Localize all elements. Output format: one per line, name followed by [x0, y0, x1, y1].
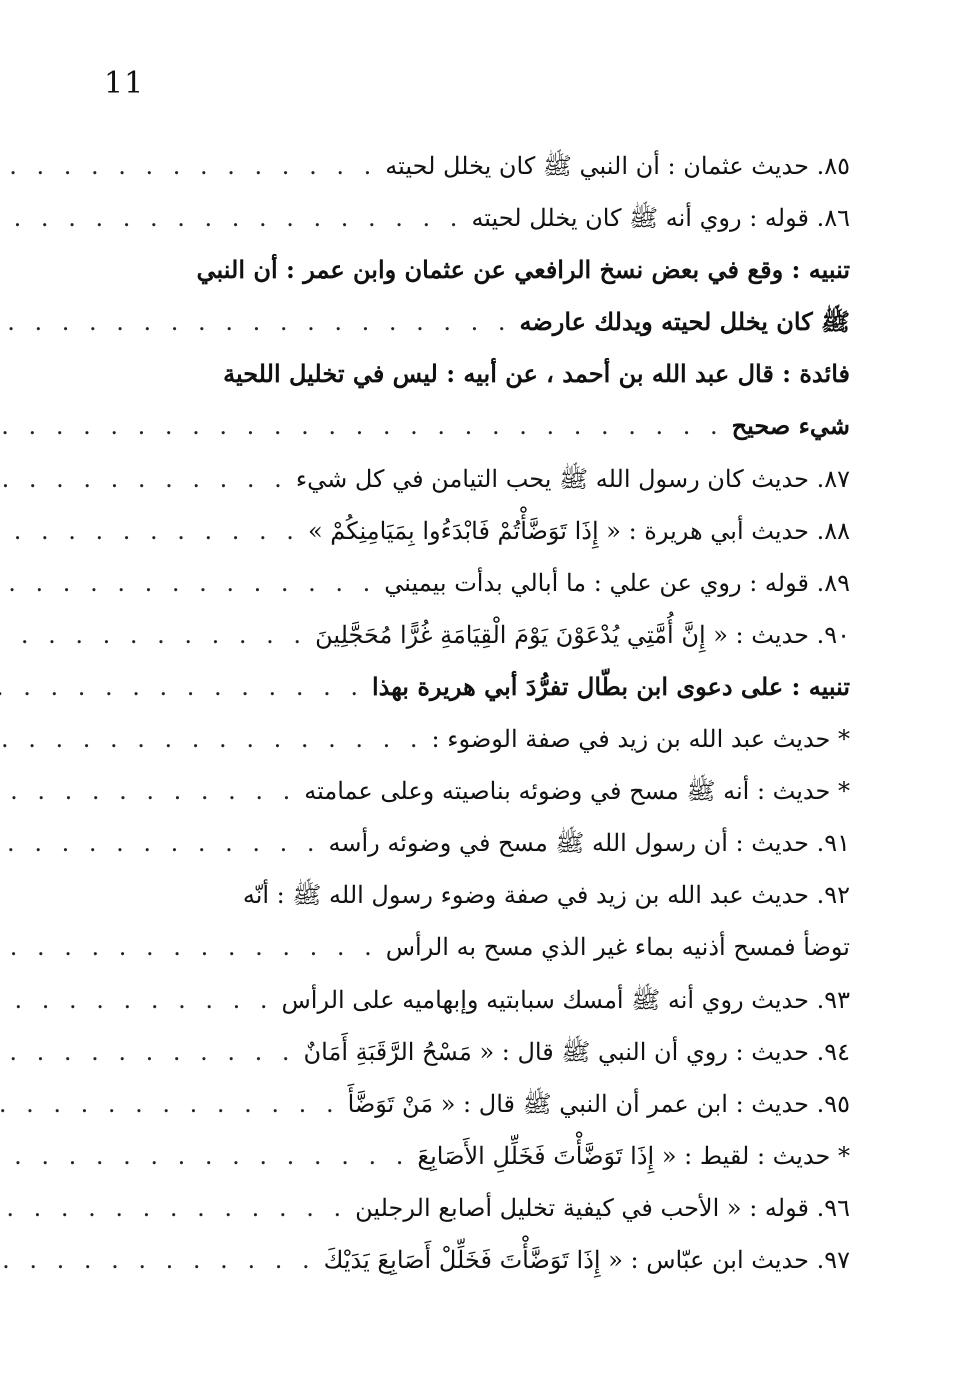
toc-entry — [100, 557, 850, 609]
page-number: 11 — [104, 66, 145, 101]
toc-leader-dots — [0, 921, 378, 973]
toc-leader-dots — [0, 400, 724, 452]
toc-leader-dots — [0, 713, 424, 765]
toc-leader-dots — [0, 557, 376, 609]
toc-leader-dots — [0, 609, 307, 661]
toc-leader-dots — [0, 1078, 340, 1130]
toc-leader-dots — [0, 1130, 409, 1182]
toc-entry-title: شيء صحيح — [731, 411, 850, 441]
toc-entry-title: ٩٠. حديث : « إِنَّ أُمَّتِي يُدْعَوْنَ يَوْمَ الْقِيَامَةِ غُرًّا مُحَجَّلِينَ — [315, 620, 850, 649]
toc-entry — [100, 1130, 850, 1182]
toc-entry — [100, 453, 850, 505]
toc-entry-title: * حديث عبد الله بن زيد في صفة الوضوء : — [431, 725, 850, 754]
toc-entry-title: * حديث : أنه ﷺ مسح في وضوئه بناصيته وعلى عمامته — [304, 777, 850, 806]
toc-leader-dots — [0, 192, 463, 244]
toc-entry — [100, 1026, 850, 1078]
toc-entry — [100, 765, 850, 817]
toc-entry — [100, 1182, 850, 1234]
toc-entry — [100, 1234, 850, 1286]
toc-leader-dots — [0, 1234, 316, 1286]
toc-entry-title: ٩٧. حديث ابن عبّاس : « إِذَا تَوَضَّأْتَ فَخَلِّلْ أَصَابِعَ يَدَيْكَ — [323, 1245, 850, 1274]
toc-entry — [100, 609, 850, 661]
toc-leader-dots — [0, 817, 321, 869]
toc-entry-title: * حديث : لقيط : « إِذَا تَوَضَّأْتَ فَخَلِّلِ الأَصَابِعَ — [417, 1141, 850, 1170]
toc-entry — [100, 974, 850, 1026]
toc-entry-title: ٩١. حديث : أن رسول الله ﷺ مسح في وضوئه رأسه — [328, 829, 850, 858]
toc-entry — [100, 140, 850, 192]
toc-entry-title: توضأ فمسح أذنيه بماء غير الذي مسح به الرأس — [385, 933, 850, 962]
toc-entry-title: ٨٧. حديث كان رسول الله ﷺ يحب التيامن في كل شيء — [295, 464, 850, 493]
toc-leader-dots — [0, 453, 288, 505]
toc-entry-title: تنبيه : على دعوى ابن بطّال تفرُّدَ أبي هريرة بهذا — [371, 671, 850, 701]
toc-entry-title: ٨٨. حديث أبي هريرة : « إِذَا تَوَضَّأْتُمْ فَابْدَءُوا بِمَيَامِنِكُمْ » — [307, 516, 850, 545]
toc-entry — [100, 244, 850, 296]
toc-entry — [100, 192, 850, 244]
toc-leader-dots — [0, 765, 296, 817]
toc-entry-title: ٨٥. حديث عثمان : أن النبي ﷺ كان يخلل لحيته — [385, 152, 850, 180]
table-of-contents — [100, 140, 850, 1286]
toc-entry-title: ٩٤. حديث : روي أن النبي ﷺ قال : « مَسْحُ الرَّقَبَةِ أَمَانٌ — [303, 1037, 850, 1066]
toc-entry-title: ٩٣. حديث روي أنه ﷺ أمسك سبابتيه وإبهاميه على الرأس — [281, 985, 850, 1014]
toc-entry — [100, 296, 850, 348]
toc-entry-title: فائدة : قال عبد الله بن أحمد ، عن أبيه : ليس في تخليل اللحية — [223, 359, 850, 389]
toc-entry — [100, 713, 850, 765]
toc-entry — [100, 505, 850, 557]
toc-leader-dots — [0, 661, 364, 713]
toc-entry — [100, 869, 850, 921]
toc-entry-title: ٨٦. قوله : روي أنه ﷺ كان يخلل لحيته — [471, 204, 850, 233]
toc-entry — [100, 661, 850, 713]
toc-entry-title: ٨٩. قوله : روي عن علي : ما أبالي بدأت بيميني — [384, 568, 850, 597]
toc-leader-dots — [0, 296, 512, 348]
toc-entry — [100, 921, 850, 973]
toc-entry-title: ٩٥. حديث : ابن عمر أن النبي ﷺ قال : « مَنْ تَوَضَّأَ — [347, 1089, 850, 1118]
toc-entry-title: ٩٦. قوله : « الأحب في كيفية تخليل أصابع الرجلين — [355, 1193, 850, 1222]
toc-entry — [100, 348, 850, 400]
toc-entry — [100, 400, 850, 452]
toc-leader-dots — [0, 140, 377, 192]
toc-entry-title: ﷺ كان يخلل لحيته ويدلك عارضه — [519, 307, 850, 337]
toc-entry — [100, 1078, 850, 1130]
toc-leader-dots — [0, 1182, 347, 1234]
toc-leader-dots — [0, 505, 300, 557]
toc-leader-dots — [0, 974, 273, 1026]
toc-entry-title: ٩٢. حديث عبد الله بن زيد في صفة وضوء رسول الله ﷺ : أنّه — [242, 881, 850, 910]
toc-leader-dots — [0, 1026, 296, 1078]
toc-entry-title: تنبيه : وقع في بعض نسخ الرافعي عن عثمان وابن عمر : أن النبي — [196, 255, 850, 285]
toc-entry — [100, 817, 850, 869]
